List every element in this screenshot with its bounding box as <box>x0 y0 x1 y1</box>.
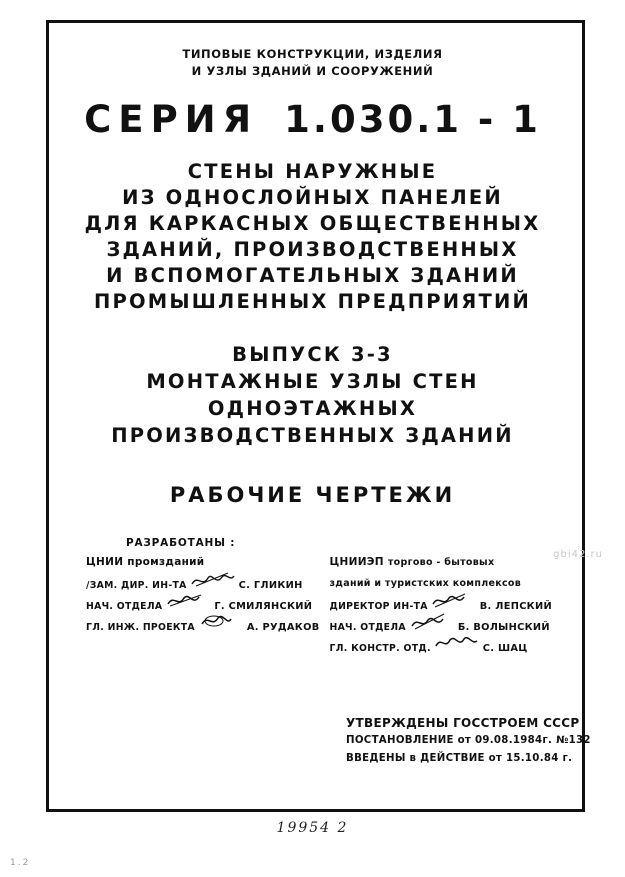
org-right-row-3 <box>329 637 561 658</box>
approval-line-1: УТВЕРЖДЕНЫ ГОССТРОЕМ СССР <box>346 716 580 730</box>
header-line-2: И УЗЛЫ ЗДАНИЙ И СООРУЖЕНИЙ <box>191 64 434 78</box>
approval-line-2: ПОСТАНОВЛЕНИЕ от 09.08.1984г. №132 <box>346 735 591 746</box>
signature-icon <box>198 616 244 630</box>
org-left-person-3: А. РУДАКОВ <box>246 622 320 633</box>
title-line-6: ПРОМЫШЛЕННЫХ ПРЕДПРИЯТИЙ <box>93 290 532 313</box>
org-right-title-rest: торгово - бытовых <box>387 557 495 568</box>
org-left-person-2: Г. СМИЛЯНСКИЙ <box>214 601 313 612</box>
corner-mark: 1.2 <box>10 858 31 868</box>
title-line-2: ИЗ ОДНОСЛОЙНЫХ ПАНЕЛЕЙ <box>122 186 503 209</box>
header-line-1: ТИПОВЫЕ КОНСТРУКЦИИ, ИЗДЕЛИЯ <box>182 47 443 61</box>
title-line-4: ЗДАНИЙ, ПРОИЗВОДСТВЕННЫХ <box>106 238 519 261</box>
signature-icon <box>190 574 236 588</box>
issue-line-4: ПРОИЗВОДСТВЕННЫХ ЗДАНИЙ <box>111 424 514 447</box>
working-drawings-label: РАБОЧИЕ ЧЕРТЕЖИ <box>169 483 456 507</box>
developed-by-label: РАЗРАБОТАНЫ : <box>126 537 236 549</box>
signature-icon <box>409 616 455 630</box>
sheet-number: 19954 2 <box>276 820 349 836</box>
organizations-block <box>64 553 561 658</box>
series-heading <box>64 98 561 141</box>
approval-line-3: ВВЕДЕНЫ в ДЕЙСТВИЕ от 15.10.84 г. <box>346 753 573 764</box>
issue-line-2: МОНТАЖНЫЕ УЗЛЫ СТЕН <box>146 370 479 393</box>
title-sheet-content <box>46 20 591 806</box>
org-left-person-1: С. ГЛИКИН <box>238 580 303 591</box>
org-left-role-3: ГЛ. ИНЖ. ПРОЕКТА <box>86 622 195 633</box>
org-right-title <box>329 553 561 572</box>
organization-left <box>86 553 319 658</box>
org-right-title-line2: зданий и туристских комплексов <box>329 578 522 589</box>
series-number: 1.030.1 - 1 <box>284 98 541 141</box>
org-left-role-2: НАЧ. ОТДЕЛА <box>86 601 163 612</box>
org-right-role-3: ГЛ. КОНСТР. ОТД. <box>329 643 431 654</box>
org-right-person-1: В. ЛЕПСКИЙ <box>479 601 552 612</box>
issue-block <box>64 341 561 449</box>
document-title <box>64 159 561 315</box>
title-line-3: ДЛЯ КАРКАСНЫХ ОБЩЕСТВЕННЫХ <box>84 212 541 235</box>
org-left-row-3 <box>86 616 319 637</box>
signature-icon <box>431 595 477 609</box>
series-word: СЕРИЯ <box>84 98 259 141</box>
title-line-5: И ВСПОМОГАТЕЛЬНЫХ ЗДАНИЙ <box>106 264 519 287</box>
org-right-person-2: Б. ВОЛЫНСКИЙ <box>457 622 550 633</box>
organization-right <box>329 553 561 658</box>
title-line-1: СТЕНЫ НАРУЖНЫЕ <box>187 160 438 183</box>
org-left-title: ЦНИИ промзданий <box>86 556 205 568</box>
org-right-title-main: ЦНИИЭП <box>329 556 384 568</box>
org-right-role-1: ДИРЕКТОР ИН-ТА <box>329 601 428 612</box>
document-header <box>64 46 561 80</box>
signature-icon <box>434 637 480 651</box>
org-right-role-2: НАЧ. ОТДЕЛА <box>329 622 406 633</box>
signature-icon <box>165 595 211 609</box>
watermark: gbi42.ru <box>553 549 603 560</box>
org-right-person-3: С. ШАЦ <box>482 643 528 654</box>
issue-number: ВЫПУСК 3-3 <box>232 343 393 366</box>
issue-line-3: ОДНОЭТАЖНЫХ <box>207 397 418 420</box>
org-left-role-1: /ЗАМ. ДИР. ИН-ТА <box>86 580 187 591</box>
approval-block <box>346 714 591 768</box>
